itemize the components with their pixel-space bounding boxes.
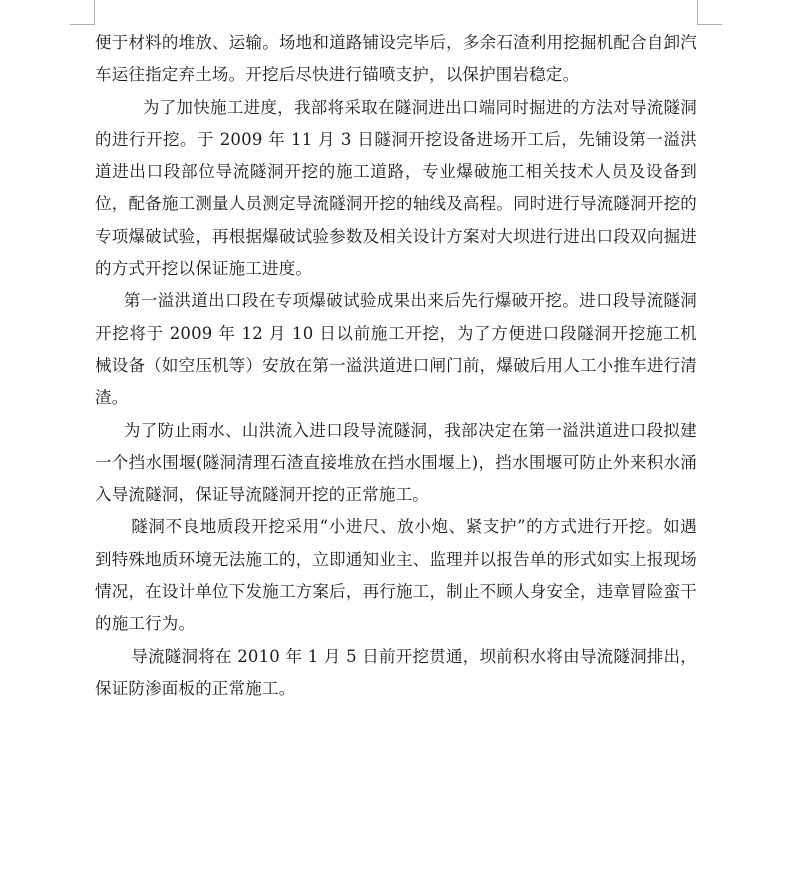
crop-mark-top-left xyxy=(70,0,95,25)
paragraph-3: 第一溢洪道出口段在专项爆破试验成果出来后先行爆破开挖。进口段导流隧洞开挖将于 2009 年 12 月 10 日以前施工开挖，为了方便进口段隧洞开挖施工机械设备（如空压机等）安放在第一溢洪道进口闸门前，爆破后用人工小推车进行清渣。 xyxy=(95,291,697,408)
document-body xyxy=(95,27,697,705)
paragraph-5: 隧洞不良地质段开挖采用“小进尺、放小炮、紧支护”的方式进行开挖。如遇到特殊地质环境无法施工的，立即通知业主、监理并以报告单的形式如实上报现场情况，在设计单位下发施工方案后，再行施工，制止不顾人身安全，违章冒险蛮干的施工行为。 xyxy=(95,517,697,634)
paragraph-2: 为了加快施工进度，我部将采取在隧洞进出口端同时掘进的方法对导流隧洞的进行开挖。于 2009 年 11 月 3 日隧洞开挖设备进场开工后，先铺设第一溢洪道进出口段部位导流隧洞开挖的施工道路，专业爆破施工相关技术人员及设备到位，配备施工测量人员测定导流隧洞开挖的轴线及高程。同时进行导流隧洞开挖的专项爆破试验，再根据爆破试验参数及相关设计方案对大坝进行进出口段双向掘进的方式开挖以保证施工进度。 xyxy=(95,97,697,279)
paragraph-4: 为了防止雨水、山洪流入进口段导流隧洞，我部决定在第一溢洪道进口段拟建一个挡水围堰(隧洞清理石渣直接堆放在挡水围堰上)，挡水围堰可防止外来积水涌入导流隧洞，保证导流隧洞开挖的正常施工。 xyxy=(95,420,697,505)
crop-mark-top-right xyxy=(697,0,722,25)
paragraph-6: 导流隧洞将在 2010 年 1 月 5 日前开挖贯通，坝前积水将由导流隧洞排出，保证防渗面板的正常施工。 xyxy=(95,646,697,698)
paragraph-1: 便于材料的堆放、运输。场地和道路铺设完毕后，多余石渣利用挖掘机配合自卸汽车运往指定弃土场。开挖后尽快进行锚喷支护，以保护围岩稳定。 xyxy=(95,33,697,85)
